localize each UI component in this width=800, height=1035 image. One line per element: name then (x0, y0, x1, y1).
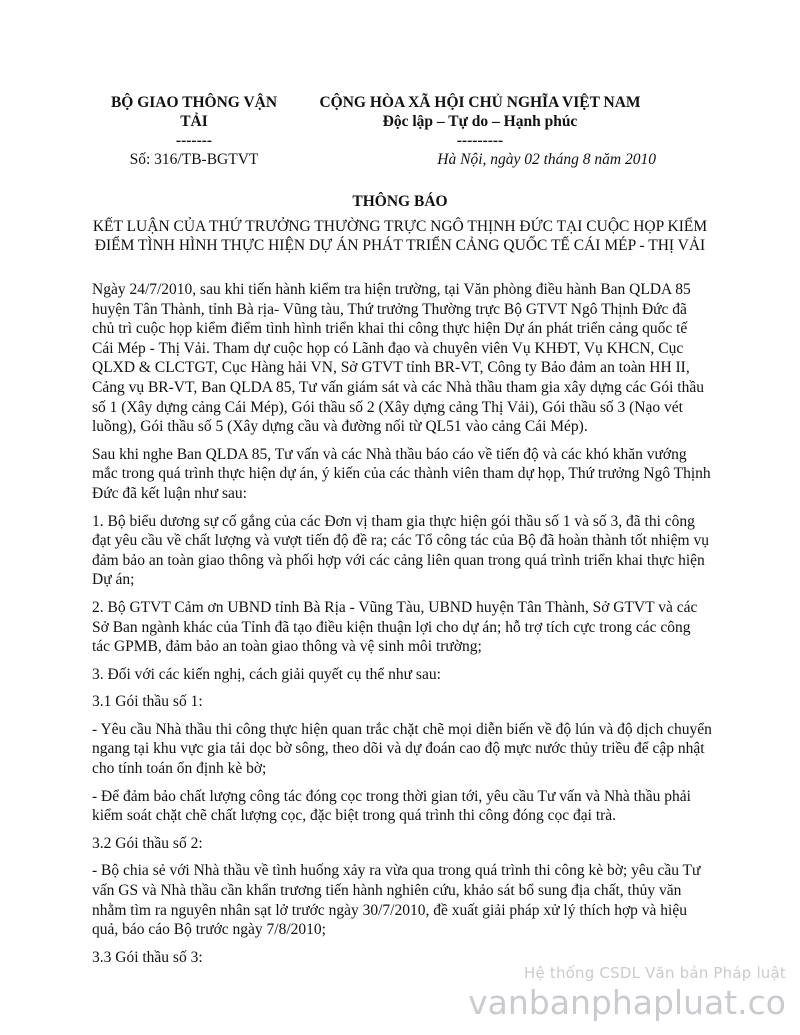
ministry-name-line1: BỘ GIAO THÔNG VẬN (110, 94, 278, 111)
site-watermark (468, 963, 786, 1023)
heading-package-1: 3.1 Gói thầu số 1: (92, 693, 203, 711)
left-divider: ------- (175, 132, 213, 149)
issue-date: Hà Nội, ngày 02 tháng 8 năm 2010 (437, 151, 656, 168)
paragraph-item-3: 3. Đối với các kiến nghị, cách giải quyết cụ thể như sau: (92, 665, 441, 683)
heading-package-2: 3.2 Gói thầu số 2: (92, 834, 203, 852)
watermark-domain: vanbanphapluat.co (468, 983, 786, 1022)
heading-package-3: 3.3 Gói thầu số 3: (92, 948, 203, 966)
document-subtitle: KẾT LUẬN CỦA THỨ TRƯỞNG THƯỜNG TRỰC NGÔ THỊNH ĐỨC TẠI CUỘC HỌP KIỂM ĐIỂM TÌNH HÌNH THỰC HIỆN DỰ ÁN PHÁT TRIỂN CẢNG QUỐC TẾ CÁI MÉP - THỊ VẢI (92, 218, 708, 254)
paragraph-package-1-a: - Yêu cầu Nhà thầu thi công thực hiện quan trắc chặt chẽ mọi diễn biến về độ lún và độ dịch chuyển ngang tại khu vực gia tải dọc bờ sông, theo dõi và dự đoán cao độ mực nước thủy triều để cập nhật cho tính toán ổn định kè bờ; (92, 720, 712, 778)
document-title: THÔNG BÁO (352, 193, 448, 210)
document-number: Số: 316/TB-BGTVT (129, 151, 259, 168)
country-name: CỘNG HÒA XÃ HỘI CHỦ NGHĨA VIỆT NAM (319, 94, 641, 111)
right-divider: --------- (456, 132, 504, 149)
paragraph-package-2-a: - Bộ chia sẻ với Nhà thầu về tình huống xảy ra vừa qua trong quá trình thi công kè bờ; yêu cầu Tư vấn GS và Nhà thầu cần khẩn trương tiến hành nghiên cứu, khảo sát bổ sung địa chất, thủy văn nhằm tìm ra nguyên nhân sạt lở trước ngày 30/7/2010, đề xuất giải pháp xử lý thích hợp và hiệu quả, báo cáo Bộ trước ngày 7/8/2010; (92, 862, 701, 939)
paragraph-item-2: 2. Bộ GTVT Cảm ơn UBND tỉnh Bà Rịa - Vũng Tàu, UBND huyện Tân Thành, Sở GTVT và các Sở Ban ngành khác của Tỉnh đã tạo điều kiện thuận lợi cho dự án; hỗ trợ tích cực trong các công tác GPMB, đảm bảo an toàn giao thông và vệ sinh môi trường; (92, 598, 698, 656)
paragraph-intro: Ngày 24/7/2010, sau khi tiến hành kiểm tra hiện trường, tại Văn phòng điều hành Ban QLDA 85 huyện Tân Thành, tỉnh Bà rịa- Vũng tàu, Thứ trưởng Thường trực Bộ GTVT Ngô Thịnh Đức đã chủ trì cuộc họp kiểm điểm tình hình triển khai thi công thực hiện Dự án phát triển cảng quốc tế Cái Mép - Thị Vải. Tham dự cuộc họp có Lãnh đạo và chuyên viên Vụ KHĐT, Vụ KHCN, Cục QLXD & CLCTGT, Cục Hàng hải VN, Sở GTVT tỉnh BR-VT, Công ty Bảo đảm an toàn HH II, Cảng vụ BR-VT, Ban QLDA 85, Tư vấn giám sát và các Nhà thầu tham gia xây dựng các Gói thầu số 1 (Xây dựng cảng Cái Mép), Gói thầu số 2 (Xây dựng cảng Thị Vải), Gói thầu số 3 (Nạo vét luồng), Gói thầu số 5 (Xây dựng cầu và đường nối từ QL51 vào cảng Cái Mép). (92, 281, 704, 436)
paragraph-item-1: 1. Bộ biểu dương sự cố gắng của các Đơn vị tham gia thực hiện gói thầu số 1 và số 3, đã thi công đạt yêu cầu về chất lượng và vượt tiến độ đề ra; các Tổ công tác của Bộ đã hoàn thành tốt nhiệm vụ đảm bảo an toàn giao thông và phối hợp với các cảng liên quan trong quá trình triển khai thực hiện Dự án; (92, 512, 709, 589)
national-motto: Độc lập – Tự do – Hạnh phúc (382, 113, 578, 130)
issuing-agency-block (100, 93, 288, 169)
national-heading-block (296, 93, 664, 169)
paragraph-conclusion-lead: Sau khi nghe Ban QLDA 85, Tư vấn và các Nhà thầu báo cáo về tiến độ và các khó khăn vướng mắc trong quá trình thực hiện dự án, ý kiến của các thành viên tham dự họp, Thứ trưởng Ngô Thịnh Đức đã kết luận như sau: (92, 445, 711, 502)
watermark-caption: Hệ thống CSDL Văn bản Pháp luật (523, 964, 786, 982)
paragraph-package-1-b: - Để đảm bảo chất lượng công tác đóng cọc trong thời gian tới, yêu cầu Tư vấn và Nhà thầu phải kiểm soát chặt chẽ chất lượng cọc, đặc biệt trong quá trình thi công đóng cọc đại trà. (92, 787, 691, 825)
ministry-name-line2: TẢI (180, 113, 208, 130)
document-body (92, 280, 712, 975)
